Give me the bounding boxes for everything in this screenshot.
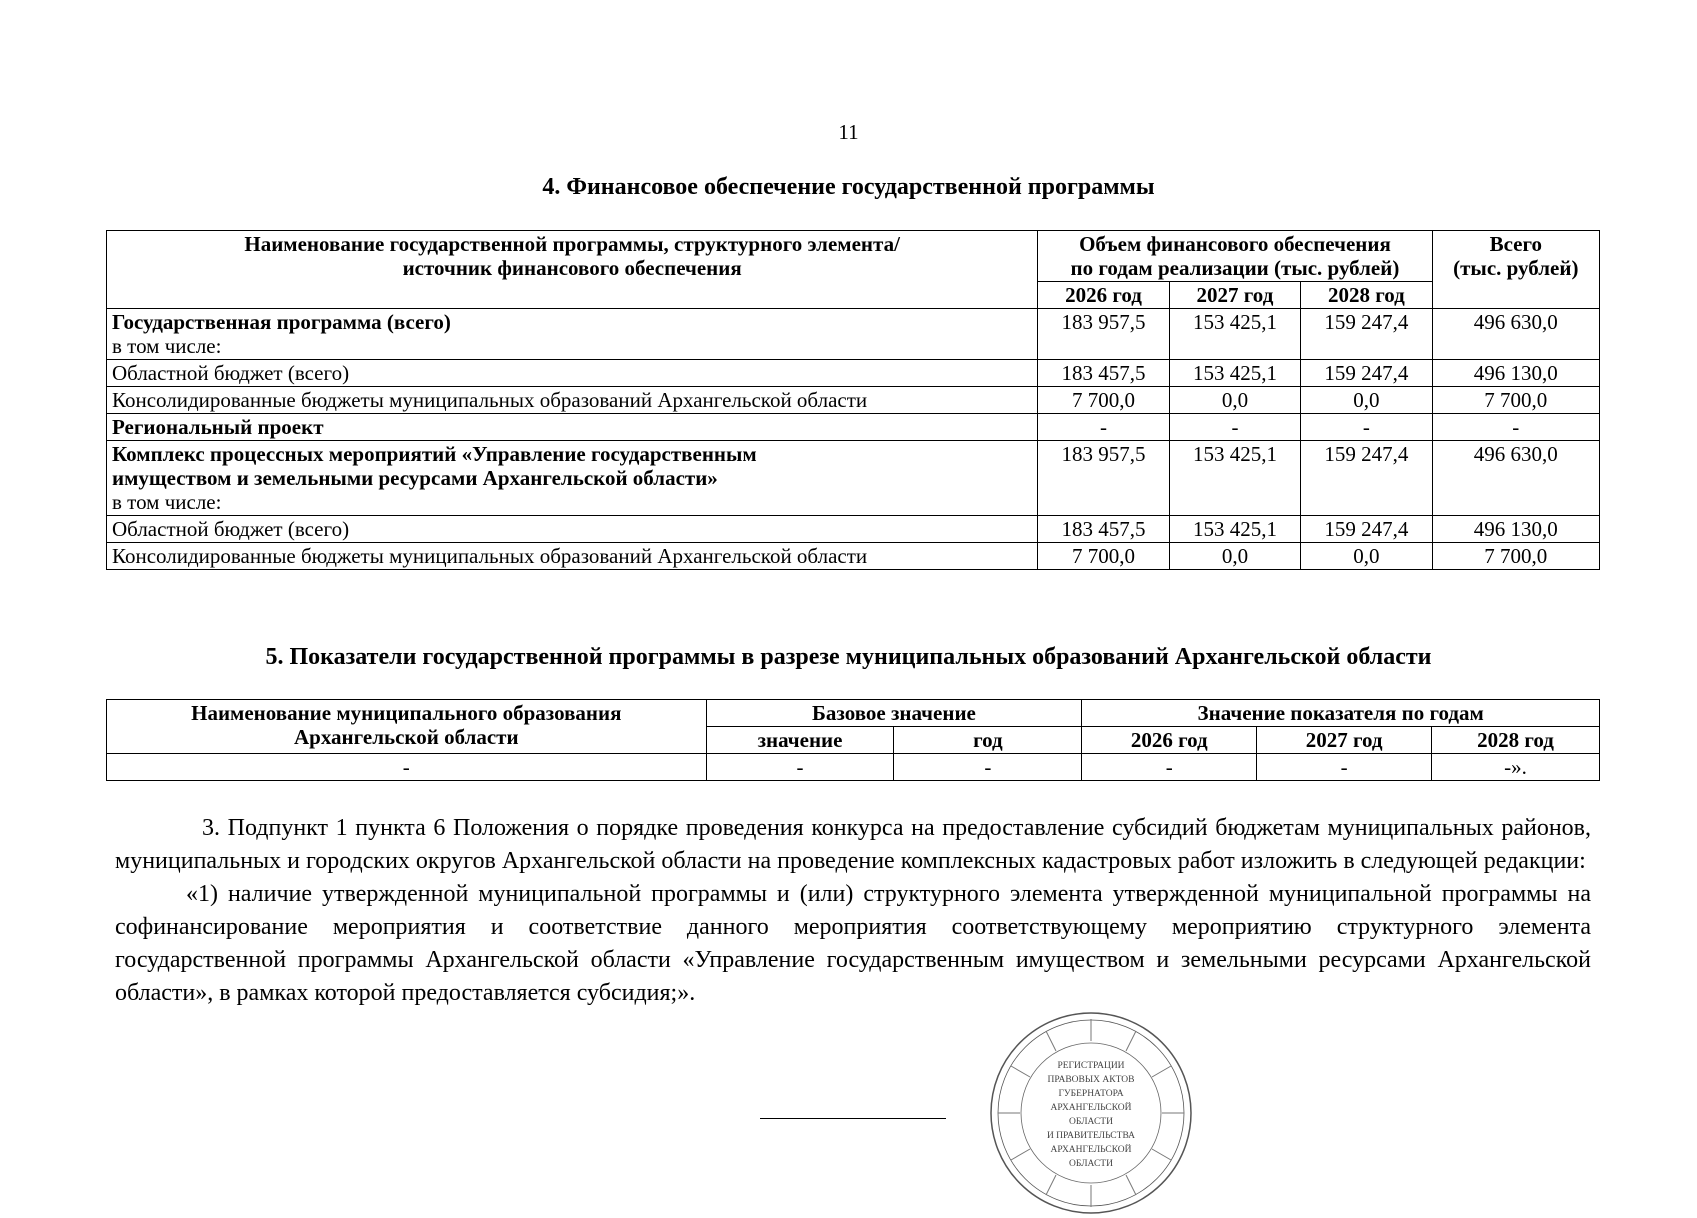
header-year-2028: 2028 год <box>1432 727 1600 754</box>
header-volume: Объем финансового обеспечения по годам реализации (тыс. рублей) <box>1038 231 1432 282</box>
table-row: Консолидированные бюджеты муниципальных образований Архангельской области 7 700,0 0,0 0,0 7 700,0 <box>107 543 1600 570</box>
header-base-value: значение <box>706 727 894 754</box>
stamp-text: ПРАВОВЫХ АКТОВ <box>1047 1075 1135 1085</box>
header-year-2027: 2027 год <box>1257 727 1432 754</box>
stamp-text: АРХАНГЕЛЬСКОЙ <box>1050 1103 1132 1113</box>
stamp-text: ОБЛАСТИ <box>1069 1159 1113 1169</box>
header-base-year: год <box>894 727 1082 754</box>
header-year-2026: 2026 год <box>1038 282 1169 309</box>
stamp-ring-marks <box>998 1019 1184 1207</box>
stamp-text: РЕГИСТРАЦИИ <box>1057 1061 1125 1071</box>
table-row: Консолидированные бюджеты муниципальных образований Архангельской области 7 700,0 0,0 0,0 7 700,0 <box>107 387 1600 414</box>
table-row: Комплекс процессных мероприятий «Управление государственным имуществом и земельными ресурсами Архангельской области» в том числе: 183 957,5 153 425,1 159 247,4 496 630,0 <box>107 441 1600 516</box>
paragraph-1: 3. Подпункт 1 пункта 6 Положения о порядке проведения конкурса на предоставление субсидий бюджетам муниципальных районов, муниципальных и городских округов Архангельской области на проведение комплексных кадастровых работ изложить в следующей редакции: <box>115 815 1591 874</box>
signature-line <box>760 1118 946 1119</box>
header-year-2028: 2028 год <box>1301 282 1432 309</box>
header-name: Наименование государственной программы, структурного элемента/ источник финансового обеспечения <box>107 231 1038 309</box>
stamp-text: ОБЛАСТИ <box>1069 1117 1113 1127</box>
paragraph-2: «1) наличие утвержденной муниципальной программы и (или) структурного элемента утвержденной муниципальной программы на софинансирование мероприятия и соответствие данного мероприятия соответствующему мероприятию структурного элемента государственной программы Архангельской области «Управление государственным имуществом и земельными ресурсами Архангельской области», в рамках которой предоставляется субсидия;». <box>115 881 1591 1006</box>
indicators-table <box>106 699 1600 781</box>
stamp-text: ГУБЕРНАТОРА <box>1058 1089 1124 1099</box>
financing-table <box>106 230 1600 570</box>
header-by-years: Значение показателя по годам <box>1082 700 1600 727</box>
table-row: Областной бюджет (всего) 183 457,5 153 425,1 159 247,4 496 130,0 <box>107 516 1600 543</box>
table-row: Региональный проект - - - - <box>107 414 1600 441</box>
page-number: 11 <box>838 120 859 144</box>
table-row: - - - - - -». <box>107 754 1600 781</box>
header-year-2027: 2027 год <box>1169 282 1300 309</box>
table-row: Областной бюджет (всего) 183 457,5 153 425,1 159 247,4 496 130,0 <box>107 360 1600 387</box>
header-municipality: Наименование муниципального образования Архангельской области <box>107 700 707 754</box>
table-row: Государственная программа (всего) в том числе: 183 957,5 153 425,1 159 247,4 496 630,0 <box>107 309 1600 360</box>
section-4-title: 4. Финансовое обеспечение государственной программы <box>542 174 1155 200</box>
official-stamp <box>986 1008 1196 1218</box>
body-text <box>115 812 1591 1010</box>
header-base: Базовое значение <box>706 700 1082 727</box>
header-total: Всего (тыс. рублей) <box>1432 231 1599 309</box>
section-5-title: 5. Показатели государственной программы в разрезе муниципальных образований Архангельской области <box>265 644 1432 670</box>
stamp-text: И ПРАВИТЕЛЬСТВА <box>1046 1131 1136 1141</box>
stamp-text: АРХАНГЕЛЬСКОЙ <box>1050 1145 1132 1155</box>
header-year-2026: 2026 год <box>1082 727 1257 754</box>
